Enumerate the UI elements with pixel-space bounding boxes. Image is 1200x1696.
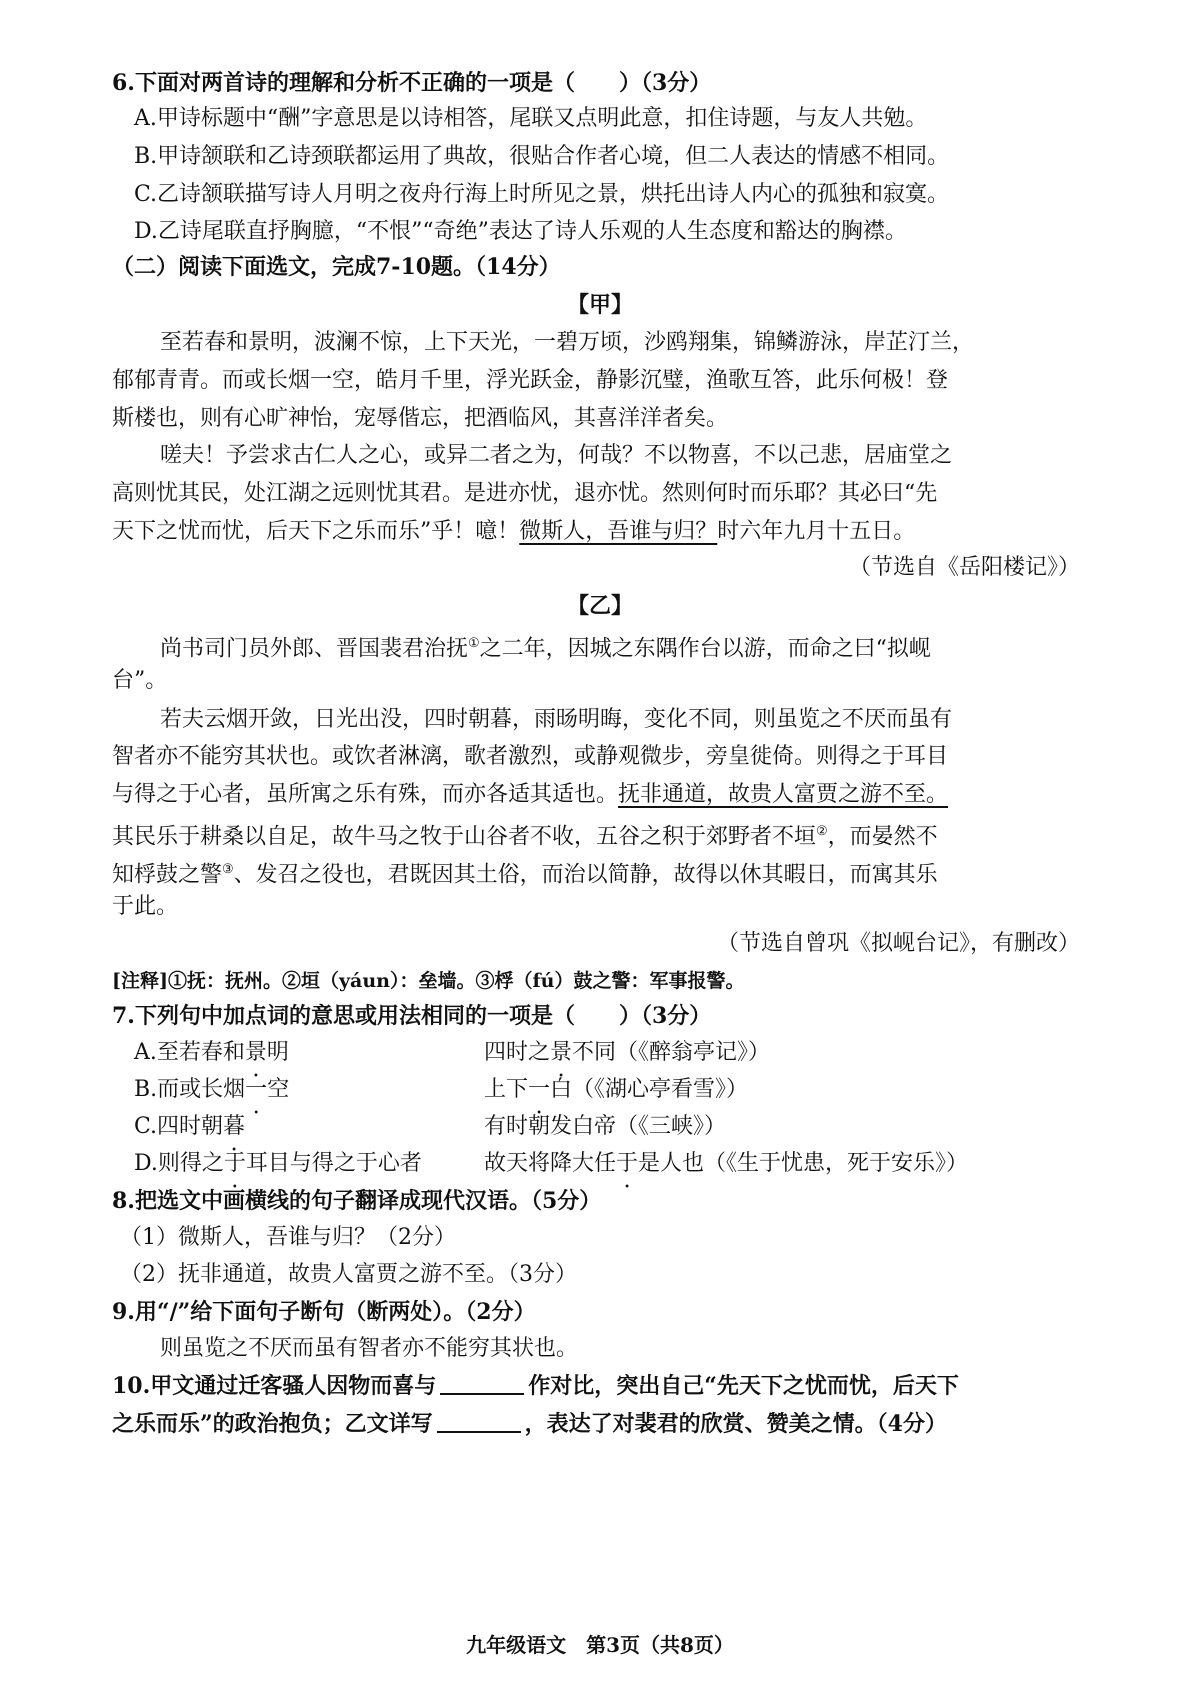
- jia-p1-line3: 斯楼也，则有心旷神怡，宠辱偕忘，把酒临风，其喜洋洋者矣。: [112, 406, 729, 431]
- q8-item-2: （2）抚非通道，故贵人富贾之游不至。（3分）: [120, 1262, 577, 1287]
- jia-underlined-sentence: 微斯人，吾谁与归？: [519, 519, 718, 544]
- yi-p2-line3-text: 与得之于心者，虽所寓之乐有殊，而亦各适其适也。: [112, 782, 619, 807]
- answer-blank-1[interactable]: [440, 1371, 524, 1395]
- footnote-2-marker: ②: [816, 824, 828, 839]
- yi-p2-line4: [112, 817, 938, 852]
- jia-p2-line1: 嗟夫！予尝求古仁人之心，或异二者之为，何哉？不以物喜，不以己悲，居庙堂之: [160, 443, 953, 468]
- passage-jia-label: 【甲】: [566, 292, 633, 318]
- q8-stem: 8.把选文中画横线的句子翻译成现代汉语。（5分）: [112, 1188, 602, 1214]
- q6-stem: 6.下面对两首诗的理解和分析不正确的一项是（ ）（3分）: [112, 70, 712, 96]
- jia-p2-line3-text: 天下之忧而忧，后天下之乐而乐”乎！噫！: [112, 519, 520, 544]
- yi-p1-line2: 台”。: [112, 668, 168, 693]
- yi-p1-line1: [160, 629, 931, 664]
- dotted-char: 一: [245, 1077, 268, 1102]
- q6-option-b: B.甲诗颔联和乙诗颈联都运用了典故，很贴合作者心境，但二人表达的情感不相同。: [134, 144, 950, 169]
- yi-p2-line1: 若夫云烟开敛，日光出没，四时朝暮，雨旸明晦，变化不同，则虽览之不厌而虽有: [160, 707, 953, 732]
- yi-p1-text: 尚书司门员外郎、晋国裴君治抚: [160, 636, 469, 662]
- footnote-3-marker: ③: [222, 862, 234, 877]
- jia-p2-line3: [112, 517, 915, 547]
- yi-p2-line5: [112, 855, 938, 890]
- jia-p2-line2: 高则忧其民，处江湖之远则忧其君。是进亦忧，退亦忧。然则何时而乐耶？其必曰“先: [112, 481, 938, 506]
- q7-option-a-left: A.至若春和景明: [134, 1040, 289, 1065]
- yi-source: （节选自曾巩《拟岘台记》，有删改）: [716, 931, 1080, 956]
- jia-source: （节选自《岳阳楼记》）: [848, 555, 1080, 580]
- q7-option-a-right: 四时之景不同（《醉翁亭记》）: [484, 1040, 771, 1065]
- dotted-char: 于: [616, 1151, 639, 1176]
- q8-item-1: （1）微斯人，吾谁与归？（2分）: [120, 1225, 456, 1250]
- yi-p2-line5-rest: 、发召之役也，君既因其土俗，而治以简静，故得以休其暇日，而寓其乐: [233, 862, 938, 888]
- q7-stem: 7.下列句中加点词的意思或用法相同的一项是（ ）（3分）: [112, 1003, 712, 1029]
- yi-p2-line2: 智者亦不能穷其状也。或饮者淋漓，歌者激烈，或静观微步，旁皇徙倚。则得之于耳目: [112, 744, 949, 769]
- yi-p1-text-rest: 之二年，因城之东隅作台以游，而命之曰“拟岘: [479, 636, 931, 662]
- q7-option-d-right: 故天将降大任于是人也（《生于忧患，死于安乐》）: [484, 1151, 969, 1176]
- yi-p2-line4-text: 其民乐于耕桑以自足，故牛马之牧于山谷者不收，五谷之积于郊野者不垣: [112, 824, 817, 850]
- dotted-char: 暮: [223, 1114, 246, 1139]
- footnote-1-marker: ①: [468, 636, 480, 651]
- q6-option-c: C.乙诗颔联描写诗人月明之夜舟行海上时所见之景，烘托出诗人内心的孤独和寂寞。: [134, 182, 950, 207]
- q10-line1: 10.甲文通过迁客骚人因物而喜与 作对比，突出自己“先天下之忧而忧，后天下: [112, 1373, 959, 1399]
- yi-underlined-sentence: 抚非通道，故贵人富贾之游不至。: [618, 782, 949, 807]
- q7-option-d-left: D.则得之于耳目与得之于心者: [134, 1151, 422, 1176]
- q9-stem: 9.用“/”给下面句子断句（断两处）。（2分）: [112, 1299, 536, 1325]
- yi-p2-line4-rest: ，而晏然不: [827, 824, 938, 850]
- dotted-char: 景: [550, 1040, 573, 1065]
- q7-option-b-right: 上下一白（《湖心亭看雪》）: [484, 1077, 749, 1102]
- yi-p2-line6: 于此。: [112, 894, 179, 919]
- q7-option-c-right: 有时朝发白帝（《三峡》）: [484, 1114, 727, 1139]
- q7-option-c-left: C.四时朝暮: [134, 1114, 246, 1139]
- annotation-note: [注释]①抚：抚州。②垣（yáun）：垒墙。③桴（fú）鼓之警：军事报警。: [112, 970, 745, 992]
- jia-p1-line2: 郁郁青青。而或长烟一空，皓月千里，浮光跃金，静影沉璧，渔歌互答，此乐何极！登: [112, 368, 949, 393]
- q7-option-b-left: B.而或长烟一空: [134, 1077, 290, 1102]
- answer-blank-2[interactable]: [437, 1409, 521, 1433]
- q10-line2: 之乐而乐”的政治抱负；乙文详写 ，表达了对裴君的欣赏、赞美之情。（4分）: [112, 1411, 947, 1437]
- passage-yi-label: 【乙】: [566, 593, 633, 619]
- yi-p2-line5-text: 知桴鼓之警: [112, 862, 223, 888]
- section2-heading: （二）阅读下面选文，完成7-10题。（14分）: [112, 254, 561, 280]
- dotted-char: 一: [528, 1077, 551, 1102]
- q6-option-d: D.乙诗尾联直抒胸臆，“不恨”“奇绝”表达了诗人乐观的人生态度和豁达的胸襟。: [134, 219, 907, 244]
- q6-option-a: A.甲诗标题中“酬”字意思是以诗相答，尾联又点明此意，扣住诗题，与友人共勉。: [134, 106, 928, 131]
- dotted-char: 景: [244, 1040, 267, 1065]
- dotted-char: 于: [223, 1151, 246, 1176]
- page-footer: 九年级语文 第3页（共8页）: [466, 1633, 734, 1657]
- jia-p1-line1: 至若春和景明，波澜不惊，上下天光，一碧万顷，沙鸥翔集，锦鳞游泳，岸芷汀兰，: [160, 330, 975, 355]
- yi-p2-line3: [112, 780, 948, 810]
- q9-sentence: 则虽览之不厌而虽有智者亦不能穷其状也。: [160, 1336, 579, 1361]
- jia-date-text: 时六年九月十五日。: [717, 519, 916, 544]
